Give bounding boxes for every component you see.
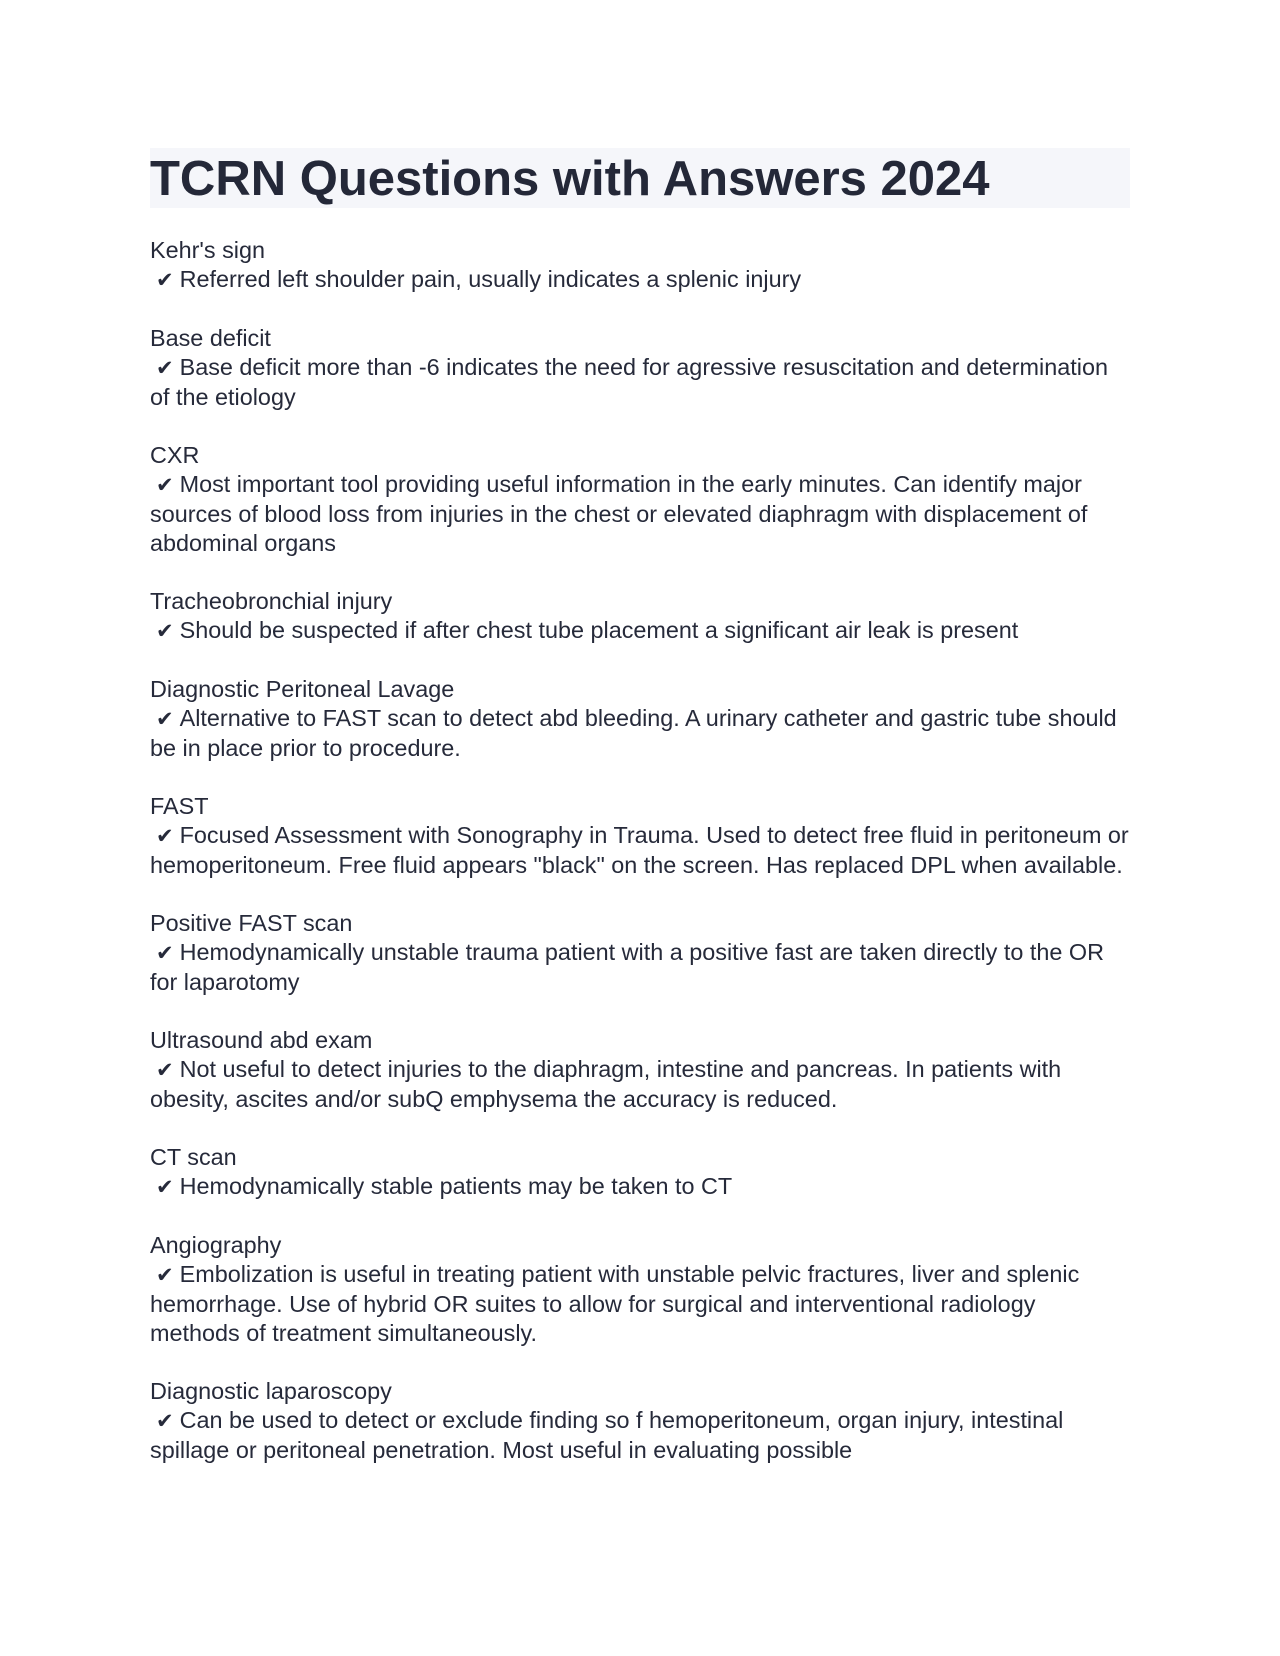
page-title: TCRN Questions with Answers 2024 <box>150 152 990 206</box>
answer-text <box>150 1172 1130 1202</box>
qa-entry <box>150 1231 1130 1348</box>
checkmark-icon: ✔ <box>156 707 174 731</box>
qa-entry <box>150 324 1130 412</box>
qa-entry <box>150 441 1130 558</box>
checkmark-icon: ✔ <box>156 619 174 643</box>
title-banner <box>150 148 1130 208</box>
checkmark-icon: ✔ <box>156 1263 174 1287</box>
question-term: Ultrasound abd exam <box>150 1027 373 1053</box>
question-term: CT scan <box>150 1144 237 1170</box>
question-term: Diagnostic Peritoneal Lavage <box>150 676 455 702</box>
answer-body: Base deficit more than -6 indicates the need for agressive resuscitation and determination of the etiology <box>150 354 1108 410</box>
answer-text <box>150 821 1130 880</box>
qa-entry <box>150 792 1130 880</box>
answer-body: Hemodynamically unstable trauma patient with a positive fast are taken directly to the OR for laparotomy <box>150 939 1104 995</box>
qa-entry <box>150 587 1130 646</box>
question-term: Angiography <box>150 1232 282 1258</box>
qa-list <box>150 236 1130 1465</box>
checkmark-icon: ✔ <box>156 1058 174 1082</box>
qa-entry <box>150 909 1130 997</box>
answer-text <box>150 616 1130 646</box>
answer-text <box>150 938 1130 997</box>
qa-entry <box>150 1377 1130 1465</box>
answer-text <box>150 265 1130 295</box>
checkmark-icon: ✔ <box>156 1175 174 1199</box>
qa-entry <box>150 675 1130 763</box>
answer-text <box>150 1055 1130 1114</box>
question-term: CXR <box>150 442 200 468</box>
question-term: Base deficit <box>150 325 271 351</box>
qa-entry <box>150 236 1130 295</box>
qa-entry <box>150 1143 1130 1202</box>
answer-text <box>150 1406 1130 1465</box>
answer-body: Not useful to detect injuries to the diaphragm, intestine and pancreas. In patients with obesity, ascites and/or subQ emphysema the accuracy is reduced. <box>150 1056 1062 1112</box>
answer-body: Alternative to FAST scan to detect abd bleeding. A urinary catheter and gastric tube should be in place prior to procedure. <box>150 705 1117 761</box>
checkmark-icon: ✔ <box>156 941 174 965</box>
answer-text <box>150 353 1130 412</box>
checkmark-icon: ✔ <box>156 1409 174 1433</box>
question-term: Kehr's sign <box>150 237 265 263</box>
answer-body: Can be used to detect or exclude finding so f hemoperitoneum, organ injury, intestinal spillage or peritoneal penetration. Most useful in evaluating possible <box>150 1407 1064 1463</box>
question-term: Positive FAST scan <box>150 910 353 936</box>
answer-body: Focused Assessment with Sonography in Trauma. Used to detect free fluid in peritoneum or hemoperitoneum. Free fluid appears "black" on the screen. Has replaced DPL when available. <box>150 822 1129 878</box>
qa-entry <box>150 1026 1130 1114</box>
answer-text <box>150 704 1130 763</box>
checkmark-icon: ✔ <box>156 824 174 848</box>
answer-body: Should be suspected if after chest tube placement a significant air leak is present <box>179 617 1019 643</box>
question-term: FAST <box>150 793 209 819</box>
answer-body: Hemodynamically stable patients may be taken to CT <box>179 1173 733 1199</box>
answer-text <box>150 1260 1130 1348</box>
answer-body: Referred left shoulder pain, usually indicates a splenic injury <box>179 266 802 292</box>
answer-text <box>150 470 1130 558</box>
checkmark-icon: ✔ <box>156 356 174 380</box>
answer-body: Embolization is useful in treating patient with unstable pelvic fractures, liver and splenic hemorrhage. Use of hybrid OR suites to allow for surgical and interventional radiology methods of treatment simultaneously. <box>150 1261 1080 1346</box>
answer-body: Most important tool providing useful information in the early minutes. Can identify major sources of blood loss from injuries in the chest or elevated diaphragm with displacement of abdominal organs <box>150 471 1088 556</box>
question-term: Tracheobronchial injury <box>150 588 393 614</box>
checkmark-icon: ✔ <box>156 473 174 497</box>
document-page <box>150 148 1130 1494</box>
checkmark-icon: ✔ <box>156 268 174 292</box>
question-term: Diagnostic laparoscopy <box>150 1378 392 1404</box>
